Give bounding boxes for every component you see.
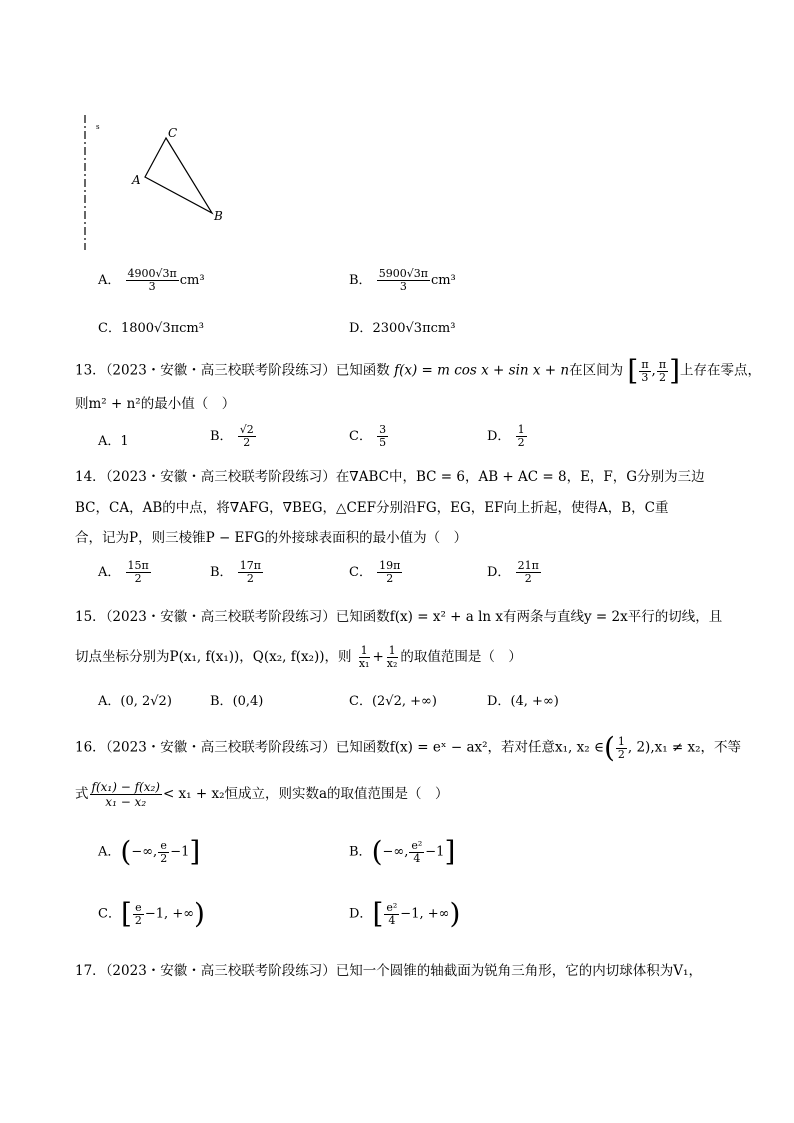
q16-option-d[interactable]: D．[ $\frac{\text{e²}}{4}$ −1, +∞) [349,897,461,930]
q16-option-a[interactable]: A．(−∞, $\frac{e}{2}$ −1] [98,835,201,868]
svg-text:s: s [96,123,100,131]
q15-option-d[interactable]: D．(4, +∞) [487,694,559,709]
label-b: B [214,209,223,223]
q12-option-d[interactable]: D．2300√3πcm³ [349,321,456,336]
q15-stem-line2: 切点坐标分别为P(x₁, f(x₁))，Q(x₂, f(x₂))，则 $\frac{1}{\text{x₁}}$ + $\frac{1}{\text{x₂}}$ 的取值范围是（ ） [75,644,522,670]
q13-stem-line1: 13．（2023・安徽・高三校联考阶段练习）已知函数 f(x) = m cos x + sin x + n在区间为 [ $\frac{\pi}{3}$ , $\frac{\pi}{2}$ ]上存在零点， [75,354,762,387]
q14-stem-line1: 14．（2023・安徽・高三校联考阶段练习）在∇ABC中，BC = 6，AB + AC = 8，E，F，G分别为三边 [75,469,705,485]
q13-option-d[interactable]: D． $\frac{1}{2}$ [487,423,525,449]
q14-option-b[interactable]: B． $\frac{17\pi}{2}$ [210,559,261,585]
q14-stem-line3: 合，记为P，则三棱锥P − EFG的外接球表面积的最小值为（ ） [75,530,468,546]
q16-option-b[interactable]: B．(−∞, $\frac{\text{e²}}{4}$ −1] [349,835,456,868]
q14-stem-line2: BC，CA，AB的中点，将∇AFG，∇BEG，△CEF分别沿FG，EG，EF向上折起，使得A，B，C重 [75,500,669,516]
q14-option-c[interactable]: C． $\frac{19\pi}{2}$ [349,559,401,585]
q13-option-b[interactable]: B． $\frac{√2}{2}$ [210,423,254,449]
q14-option-a[interactable]: A． $\frac{15\pi}{2}$ [98,559,149,585]
triangle-figure [80,115,240,255]
q16-option-c[interactable]: C．[ $\frac{e}{2}$ −1, +∞) [98,897,205,930]
triangle-abc [145,138,212,213]
q16-stem-line2: 式 $\frac{\text{f(x₁) − f(x₂)}}{\text{x₁ − x₂}}$ < x₁ + x₂恒成立，则实数a的取值范围是（ ） [75,780,449,809]
q15-option-b[interactable]: B．(0,4) [210,694,264,709]
q15-stem-line1: 15．（2023・安徽・高三校联考阶段练习）已知函数f(x) = x² + a ln x有两条与直线y = 2x平行的切线，且 [75,609,723,625]
q12-option-c[interactable]: C．1800√3πcm³ [98,321,204,336]
label-c: C [168,126,178,140]
q16-stem-line1: 16．（2023・安徽・高三校联考阶段练习）已知函数f(x) = eˣ − ax²，若对任意x₁, x₂ ∈( $\frac{1}{2}$ , 2),x₁ ≠ x₂，不等 [75,731,742,764]
q13-stem-line2: 则m² + n²的最小值（ ） [75,396,236,412]
q14-option-d[interactable]: D． $\frac{21\pi}{2}$ [487,559,539,585]
q12-option-a[interactable]: A． $\frac{4900√3\pi}{3}$ cm³ [98,267,205,293]
q15-option-a[interactable]: A．(0, 2√2) [98,694,172,709]
q12-option-b[interactable]: B． $\frac{5900√3\pi}{3}$ cm³ [349,267,456,293]
q17-stem-line1: 17．（2023・安徽・高三校联考阶段练习）已知一个圆锥的轴截面为锐角三角形，它的内切球体积为V₁， [75,963,702,979]
q13-option-c[interactable]: C． $\frac{3}{5}$ [349,423,387,449]
q15-option-c[interactable]: C．(2√2, +∞) [349,694,437,709]
label-a: A [132,173,141,187]
q13-option-a[interactable]: A．1 [98,434,129,449]
